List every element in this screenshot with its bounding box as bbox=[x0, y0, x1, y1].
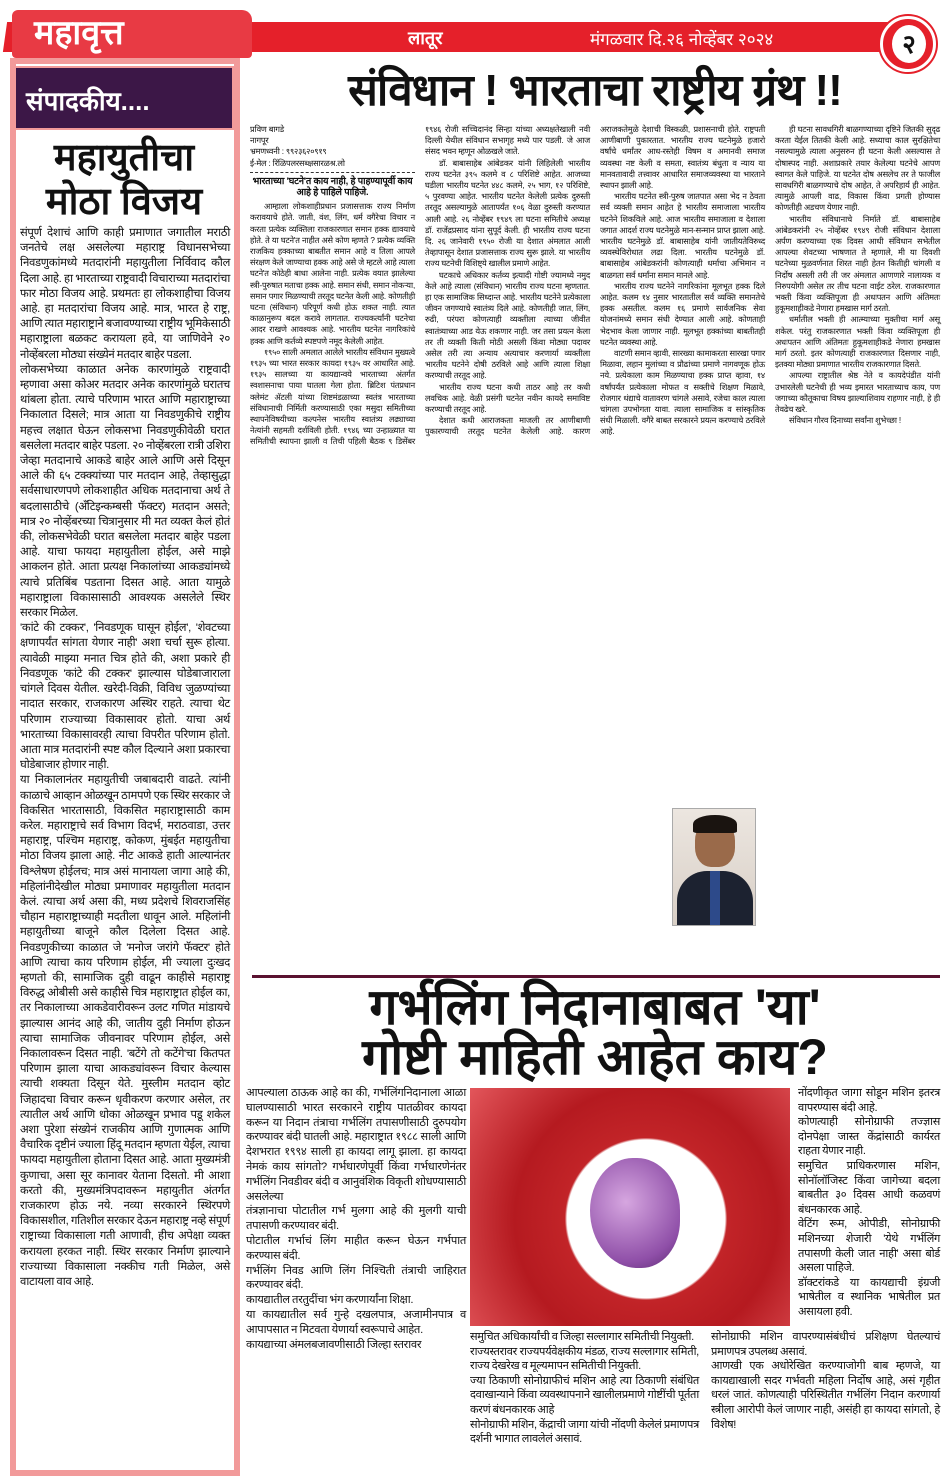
point: सोनोग्राफी मशिन, केंद्राची जागा यांची नोंदणी केलेलं प्रमाणपत्र दर्शनी भागात लावलेलं असावं. bbox=[470, 1418, 699, 1446]
point: आणखी एक अधोरेखित करण्याजोगी बाब म्हणजे, या कायद्याखाली सदर गर्भवती महिला निर्दोष आहे, असं गृहीत धरलं जातं. कोणत्याही परिस्थितीत गर्भलिंग निदान करणार्या स्त्रीला आरोपी केलं जाणार नाही, असंही हा कायदा सांगतो, हे विशेष! bbox=[711, 1360, 940, 1431]
section-divider bbox=[252, 975, 940, 978]
article1-paragraph: आपल्या राष्ट्रातील श्रेष्ठ नेते व कायदेपंडीत यांनी उभारलेली घटनेची ही भव्य इमारत भारताच्याच काय, पण जगाच्या कौतूकाचा विषय झाल्याशिवाय राहणार नाही, हे ही तेवढेच खरे. bbox=[775, 371, 940, 415]
article2-headline bbox=[250, 979, 940, 1085]
point: राज्यस्तरावर राज्यपर्यवेक्षकीय मंडळ, राज्य सल्लागार समिती, राज्य देखरेख व मूल्यमापन समितीची नियुक्ती. bbox=[470, 1345, 699, 1373]
article1-subhead: भारताच्या 'घटने'त काय नाही, हे पाहण्यापूर्वी काय आहे हे पाहिले पाहिजे. bbox=[252, 175, 413, 199]
editorial-section-label: संपादकीय.... bbox=[14, 66, 234, 130]
article1-paragraph: घटकाचे अधिकार कर्तव्य इत्यादी गोष्टी ज्यामध्ये नमुद केले आहे त्याला (संविधान) भारतीय राज्य घटना म्हणतात. हा एक सामाजिक सिध्दान्त आहे. भारतीय घटनेने प्रत्येकाला जीवन जगण्याचे स्वातंत्र्य दिले आहे. कोणतीही जात, लिंग, रुढी, परंपरा कोणत्याही व्यक्तीला त्याच्या जीवीत स्वातंत्र्याच्या आड येऊ शकणार नाही. जर तसा प्रयत्न केला तर ती व्यक्ती किती मोठी असली किंवा मोठ्या पदावर असेल तरी त्या अन्याय अत्याचार करणार्या व्यक्तीला भारतीय घटनेने दोषी ठरविले आहे आणि त्याला शिक्षा करण्याची तरतूद आहे. bbox=[425, 270, 590, 381]
article2-headline-line1: गर्भलिंग निदानाबाबत 'या' bbox=[369, 979, 821, 1035]
edition-date: मंगळवार दि.२६ नोव्हेंबर २०२४ bbox=[590, 30, 774, 49]
byline-divider bbox=[250, 172, 415, 173]
article1-paragraph: ही घटना सावधगिरी बाळगण्याच्या दृष्टिने जितकी सुदृढ करता येईल तितकी केली आहे. सध्याचा काल सुरक्षितेचा नसल्यामुळे त्याला अनुसरुन ही घटना केली असल्यास ते दोषास्पद नाही. अशाप्रकारे तयार केलेल्या घटनेचे आपण स्वागत केले पाहिजे. या घटनेत दोष असलेच तर ते फाजील सावधगिरी बाळगण्याचे दोष आहेत, ते अपरिहार्य ही आहेत. त्यामुळे आपली वाढ, विकास किंवा प्रगती होण्यास कोणतीही अडचण येणार नाही. bbox=[775, 125, 940, 213]
byline-city: नागपूर bbox=[250, 136, 269, 146]
point: पोटातील गर्भाचं लिंग माहीत करून घेऊन गर्भपात करण्यास बंदी. bbox=[246, 1234, 466, 1262]
article1-paragraph: भारतीय संविधानाचे निर्माते डॉ. बाबासाहेब आंबेडकरांनी २५ नोव्हेंबर १९४९ रोजी संविधान देशाला अर्पण करण्याच्या एक दिवस आधी संविधान सभेतील आपल्या शेवटच्या भाषणात ते म्हणाले, मी या दिवशी घटनेच्या मुळवर्णनात शिरत नाही हेतन कितीही चांगली व निर्दोष असली तरी ती जर अंमलात आणणारे नालायक व निरुपयोगी असेल तर तीच घटना वाईट ठरेल. राजकारणात भक्ती किंवा व्यक्तिपूजा ही अधःपतन आणि अंतिमतः हुकूमशाहीकडे नेणारा हमखास मार्ग ठरतो. bbox=[775, 214, 940, 314]
point: कायद्यातील तरतुदींचा भंग करणार्यांना शिक्षा. bbox=[246, 1294, 414, 1307]
point: तंत्रज्ञानाचा पोटातील गर्भ मुलगा आहे की मुलगी याची तपासणी करण्यावर बंदी. bbox=[246, 1205, 466, 1233]
point: डॉक्टरांकडे या कायद्याची इंग्रजी भाषेतील व स्थानिक भाषेतील प्रत असायला हवी. bbox=[798, 1276, 940, 1318]
point: वेटिंग रूम, ओपीडी, सोनोग्राफी मशिनच्या शेजारी 'येथे गर्भलिंग तपासणी केली जात नाही' असा बोर्ड असला पाहिजे. bbox=[798, 1218, 940, 1275]
article1-body bbox=[250, 124, 940, 448]
editorial-title: महायुतीचा मोठा विजय bbox=[45, 137, 203, 223]
article2-headline-line2: गोष्टी माहिती आहेत काय? bbox=[362, 1029, 828, 1085]
masthead-logo: महावृत्त bbox=[12, 10, 252, 58]
article2-left-column bbox=[246, 1086, 466, 1352]
byline-author: प्रविण बागडे bbox=[250, 125, 284, 134]
editorial-body bbox=[20, 226, 230, 1290]
editorial-paragraph: या निकालानंतर महायुतीची जबाबदारी वाढते. त्यांनी काळाचे आव्हान ओळखून ठामपणे एक स्थिर सरकार जे विकसित भारतासाठी, विकसित महाराष्ट्रासाठी काम करेल. महाराष्ट्राचे सर्व विभाग विदर्भ, मराठवाडा, उत्तर महाराष्ट्र, पश्चिम महाराष्ट्र, कोकण, मुंबईत महायुतीचा मोठा विजय झाला आहे. नीट आकडे हाती आल्यानंतर विश्लेषण होईलच; मात्र असं मानायला जागा आहे की, महिलांनीदेखील मोठ्या प्रमाणावर महायुतीला मतदान केलं. त्याचा अर्थ असा की, मध्य प्रदेशचे शिवराजसिंह चौहान महाराष्ट्राच्याही मदतीला धावून आले. महिलांनी महायुतीच्या बाजूने कौल दिलेला दिसत आहे. निवडणुकीच्या काळात जे 'मनोज जरांगे फॅक्टर' होते आणि त्याचा काय परिणाम होईल, मी ज्याला दुःखद म्हणतो की, सामाजिक दुही वाढून काहीसे महाराष्ट्र विरुद्ध ओबीसी असे काहीसे चित्र महाराष्ट्रात होईल का, तर निकालाच्या आकडेवारीवरून उलट गणित मांडायचे झाल्यास आनंद आहे की, जातीय दुही निर्माण होऊन त्याचा सामाजिक जीवनावर परिणाम होईल, असे निकालावरून दिसत नाही. 'बटेंगे तो कटेंगे'चा कितपत परिणाम झाला याचा आकड्यांवरून विचार केल्यास त्याची शक्यता दिसून येते. मुस्लीम मतदान व्होट जिहादचा विचार करून धृवीकरण करणार असेल, तर त्यातील अर्थ आणि धोका ओळखून प्रभाव पडू शकेल अशा पुरेशा संख्येनं राजकीय आणि गुणात्मक आणि वैचारिक दृष्टीनं ज्याला हिंदू मतदान म्हणता येईल, त्याचा फायदा महायुतीला होताना दिसत आहे. आता मुख्यमंत्री कुणाचा, असा सूर कानावर येताना दिसतो. मी आशा करतो की, मुख्यमंत्रिपदावरून महायुतीत अंतर्गत राजकारण होऊ नये. नव्या सरकारने स्थिरपणे विकासशील, गतिशील सरकार देऊन महाराष्ट्र नव्हे संपूर्ण राष्ट्राच्या विकासाला गती आणावी, हीच अपेक्षा व्यक्त करायला हरकत नाही. स्थिर सरकार निर्माण झाल्याने राज्याच्या विकासाला नक्कीच गती मिळेल, असे वाटायला वाव आहे. bbox=[20, 774, 230, 1289]
byline-email: ई-मेल : रिंळिपलरसब्क्षसारळश्र.लो bbox=[250, 158, 345, 168]
article1-paragraph: डॉ. बाबासाहेब आंबेडकर यांनी लिहिलेली भारतीय राज्य घटनेत ३९५ कलमे व ८ परिशिष्टे आहेत. आजच्या घडीला भारतीय घटनेत ४४८ कलमे, २५ भाग, १२ परिशिष्टे, ५ पुरवण्या आहेत. भारतीय घटनेत केलेली प्रत्येक दुरुस्ती तरतूद असल्यामुळे आतापर्यंत १०६ वेळा दुरुस्ती करण्यात आली आहे. २६ नोव्हेंबर १९४९ ला घटना समितीचे अध्यक्ष डॉ. राजेंद्रप्रसाद यांना सुपूर्द केली. ही भारतीय राज्य घटना दि. २६ जानेवारी १९५० रोजी या देशात अंमलात आली तेव्हापासून देशात प्रजासत्ताक राज्य सुरू झाले. या भारतीय राज्य घटनेची विशिष्ट्ये खालील प्रमाणे आहेत. bbox=[425, 158, 590, 269]
page-number: २ bbox=[892, 25, 926, 63]
point: नोंदणीकृत जागा सोडून मशिन इतरत्र वापरण्यास बंदी आहे. bbox=[798, 1087, 940, 1114]
editorial-paragraph: लोकसभेच्या काळात अनेक कारणांमुळे राष्ट्रवादी म्हणावा असा कोअर मतदार अनेक कारणांमुळे घरातच थांबला होता. त्याचे परिणाम भारत आणि महाराष्ट्राच्या निकालात दिसले; मात्र आता या निवडणुकीचे राष्ट्रीय महत्त्व लक्षात घेऊन लोकसभा निवडणुकीवेळी घरात बसलेला मतदार बाहेर पडला. २० नोव्हेंबरला रात्री उशिरा जेव्हा मतदानाचे आकडे बाहेर आले आणि असे दिसून आले की ६५ टक्क्यांच्या पार मतदान आहे, तेव्हासुद्धा सर्वसाधारणपणे लोकशाहीत अधिक मतदानाचा अर्थ ते बदलासाठीचे (अँटिइन्कम्बसी फॅक्टर) मतदान असते; मात्र २० नोव्हेंबरच्या चित्रानुसार मी मत व्यक्त केलं होतं की, लोकसभेवेळी घरात बसलेला मतदार बाहेर पडला आहे. याचा फायदा महायुतीला होईल, असे माझे आकलन होते. आता प्रत्यक्ष निकालांच्या आकड्यांमध्ये त्याचे प्रतिबिंब पडताना दिसत आहे. आता यामुळे महाराष्ट्राला विकासासाठी आवश्यक असलेले स्थिर सरकार मिळेल. bbox=[20, 363, 230, 620]
article1-paragraph: भारतीय राज्य घटना कधी ताठर आहे तर कधी लवचिक आहे. वेळी प्रसंगी घटनेत नवीन कायदे समाविष्ट करण्याची तरतूद आहे. bbox=[425, 382, 590, 415]
edition-city: लातूर bbox=[408, 28, 443, 48]
article1-paragraph: १९५० साली अमलात आलेले भारतीय संविधान मुख्यत्वे १९३५ च्या भारत सरकार कायदा १९३५ वर आधारित आहे. १९३५ सालच्या या कायद्यान्वये भारताच्या अंतर्गत स्वशासनाचा पाया घातला गेला होता. ब्रिटिश पंतप्रधान क्लेमंट ॲटली यांच्या शिष्टमंडळाच्या स्वतंत्र भारताच्या संविधानाची निर्मिती करण्यासाठी एका मसुदा समितीच्या स्थापनेविषयीच्या कल्पनेस भारतीय स्वातंत्र्य लढ्याच्या नेत्यांनी सहमती दर्शविली होती. १९४६ च्या उन्हाळ्यात या समितीची स्थापना झाली व तिची पहिली बैठक ९ डिसेंबर १९४६ रोजी सच्चिदानंद सिन्हा यांच्या अध्यक्षतेखाली नवी दिल्ली येथील संविधान सभागृह मध्ये पार पडली. जे आज संसद भवन म्हणून ओळखले जाते. bbox=[250, 125, 590, 447]
article1-paragraph: भारतीय राज्य घटनेने नागरिकांना मूलभूत हक्क दिले आहेत. कलम १४ नुसार भारतातील सर्व व्यक्ति समानतेचे हक्क असतील. कलम १६ प्रमाणे सार्वजनिक सेवा योजनांमध्ये समान संधी देण्यात आली आहे. कोणताही भेदभाव केला जाणार नाही. मूलभूत हक्कांच्या बाबतीतही घटनेत व्यवस्था आहे. bbox=[600, 281, 765, 347]
point: गर्भलिंग निवड आणि लिंग निश्चिती तंत्राची जाहिरात करण्यावर बंदी. bbox=[246, 1264, 466, 1292]
point: कायद्याच्या अंमलबजावणीसाठी जिल्हा स्तरावर bbox=[246, 1338, 422, 1351]
author-photo bbox=[672, 808, 756, 926]
article1-headline: संविधान ! भारताचा राष्ट्रीय ग्रंथ !! bbox=[348, 66, 842, 115]
article1-paragraph: धर्मातील भक्ती ही आत्म्याच्या मुक्तीचा मार्ग असू शकेल. परंतु राजकारणात भक्ती किंवा व्यक्तिपूजा ही अधःपतन आणि अंतिमतः हुकूमशाहीकडे नेणारा हमखास मार्ग ठरतो. इतर कोणत्याही राजकारणात दिसणार नाही, इतक्या मोठ्या प्रमाणात भारतीय राजकारणात दिसते. bbox=[775, 315, 940, 370]
article1-paragraph: वाटणी समान व्हावी, सारख्या कामाकरता सारखा पगार मिळावा, लहान मुलांच्या व प्रौढांच्या प्रमाणे नागवणूक होऊ नये. प्रत्येकाला काम मिळण्याचा हक्क प्राप्त व्हावा, १४ वर्षांपर्यंत प्रत्येकाला मोफत व सक्तीचे शिक्षण मिळावे, रोजगार धंद्याचे वातावरण चांगले असावे, रजेचा काल त्याला चांगला उपभोगता यावा. त्याला सामाजिक व सांस्कृतिक संधी मिळाली. वगैरे बाबत सरकारने प्रयत्न करण्याचे ठरविले आहे. bbox=[600, 349, 765, 437]
article1-paragraph: आम्हाला लोकशाहीप्रधान प्रजासत्ताक राज्य निर्माण करावयाचे होते. जाती, वंश, लिंग, धर्म वगैरेचा विचार न करता प्रत्येक व्यक्तिला राजकारणात समान हक्क द्यावयाचे होते. ते या घटने'त नाहीत असे कोण म्हणते ? प्रत्येक व्यक्ति राजकिय हक्काच्या बाबतीत समान आहे व तिला आपले संरक्षण केले जाण्याचा हक्क आहे असे जे म्हटले आहे त्याला घटने'त कोठेही बाधा आलेना नाही. प्रत्येक वयात झालेल्या स्त्री-पुरुषात मताचा हक्क आहे. समान संधी, समान नोकऱ्या, समान पगार मिळण्याची तरतूद घटनेत केली आहे. कोणतीही घटना (संविधान) परिपूर्ण कधी होऊ शकत नाही. त्यात काळानुरूप बदल करावे लागतात. राज्यकर्त्यांनी घटनेचा आदर राखणे आवश्यक आहे. भारतीय घटनेत नागरिकांचे हक्क आणि कर्तव्ये स्पष्टपणे नमूद केलेली आहेत. bbox=[250, 202, 416, 346]
article2-intro: आपल्याला ठाऊक आहे का की, गर्भलिंगनिदानाला आळा घालण्यासाठी भारत सरकारने राष्ट्रीय पातळीवर कायदा करून या निदान तंत्राचा गर्भलिंग तपासणीसाठी दुरुपयोग करण्यावर बंदी घातली आहे. महाराष्ट्रात १९८८ साली आणि देशभरात १९९४ साली हा कायदा लागू झाला. हा कायदा नेमकं काय सांगतो? गर्भधारणेपूर्वी किंवा गर्भधारणेनंतर गर्भलिंग निवडीवर बंदी व आनुवंशिक विकृती शोधण्यासाठी असलेल्या bbox=[246, 1087, 466, 1203]
point: ज्या ठिकाणी सोनोग्राफीचं मशिन आहे त्या ठिकाणी संबंधित दवाखान्याने किंवा व्यवस्थापनाने खालीलप्रमाणे गोष्टींची पूर्तता करणं बंधनकारक आहे bbox=[470, 1374, 699, 1416]
article2-right-points bbox=[798, 1086, 940, 1320]
fetus-illustration bbox=[470, 1088, 790, 1326]
article2-bottom-points bbox=[470, 1330, 940, 1447]
point: कोणत्याही सोनोग्राफी तज्ज्ञास दोनपेक्षा जास्त केंद्रांसाठी कार्यरत राहता येणार नाही. bbox=[798, 1116, 940, 1158]
point: या कायद्यातील सर्व गुन्हे दखलपात्र, अजामीनपात्र व आपापसात न मिटवता येणार्या स्वरूपाचे आहेत. bbox=[246, 1308, 466, 1336]
article1-paragraph: भारतीय घटनेत स्त्री-पुरुष जातपात असा भेद न ठेवता सर्व व्यक्ती समान आहेत हे भारतीय समाजाला भारतीय घटनेने शिकविले आहे. आज भारतीय समाजाला व देशाला जगात आदर्श राज्य घटनेमुळे मान-सन्मान प्राप्त झाला आहे. भारतीय घटनेमुळे डॉ. बाबासाहेब यांनी जातीयतेविरुध्द व्यवस्थेविरोधात लढा दिला. भारतीय घटनेमुळे डॉ. बाबासाहेब आंबेडकरांनी कोणत्याही धर्माचा अभिमान न बाळगता सर्व धर्मांना समान मानले आहे. bbox=[600, 192, 765, 280]
editorial-paragraph: संपूर्ण देशाचं आणि काही प्रमाणात जगातील मराठी जनतेचे लक्ष असलेल्या महाराष्ट्र विधानसभेच्या निवडणुकांमध्ये मतदारांनी महायुतीला निर्विवाद कौल दिला आहे. हा भारताच्या राष्ट्रवादी विचाराच्या मतदारांचा फार मोठा विजय आहे. प्रथमतः हा लोकशाहीचा विजय आहे. हा मतदारांचा विजय आहे. मात्र, भारत हे राष्ट्र, आणि त्यात महाराष्ट्राने बजावण्याच्या राष्ट्रीय भूमिकेसाठी महाराष्ट्राला बळकट करायला हवे, या जाणिवेने २० नोव्हेंबरला मोठ्या संख्येनं मतदार बाहेर पडला. bbox=[20, 227, 230, 361]
article1-closing: संविधान गौरव दिनाच्या सर्वांना शुभेच्छा ! bbox=[789, 416, 901, 426]
editorial-paragraph: 'कांटे की टक्कर', 'निवडणूक घासून होईल', 'शेवटच्या क्षणापर्यंत सांगता येणार नाही' अशा चर्चा सुरू होत्या. त्यावेळी माझ्या मनात चित्र होते की, अशा प्रकारे ही निवडणूक 'कांटे की टक्कर' झाल्यास घोडेबाजाराला चांगले दिवस येतील. खरेदी-विक्री, विविध जुळण्यांच्या नादात सरकार, राजकारण अस्थिर राहते. त्याचा थेट परिणाम राज्याच्या विकासावर होतो. याचा अर्थ भारताच्या विकासावरही त्याचा विपरीत परिणाम होतो. आता मात्र मतदारांनी स्पष्ट कौल दिल्याने अशा प्रकारचा घोडेबाजार होणार नाही. bbox=[20, 622, 230, 772]
article1-paragraph: देशात कधी आराजकता माजली तर आणीबाणी पुकारण्याची तरतूद घटनेत केलेली आहे. कारण अराजकतेमुळे देशाची विस्कळी, प्रशासनाची होते. राष्ट्रपती आणीबाणी पुकारतात. भारतीय राज्य घटनेमुळे हजारो वर्षांचे धर्मांतर आध-रस्तेही विषम व अमानवी समाज व्यवस्था नष्ट केली व समता, स्वातंत्र्य बंधुता व न्याय या मानवतावादी तत्त्वावर आधारित समाजव्यवस्था या भारताने स्थापन झाली आहे. bbox=[425, 125, 765, 437]
embryo-graphic bbox=[590, 1158, 680, 1268]
point: समुचित प्राधिकरणास मशिन, सोनॉलॉजिस्ट किंवा जागेच्या बदला बाबतीत ३० दिवस आधी कळवणं बंधनकारक आहे. bbox=[798, 1159, 940, 1216]
point: सोनोग्राफी मशिन वापरण्यासंबंधीचं प्रशिक्षण घेतल्याचं प्रमाणपत्र उपलब्ध असावं. bbox=[711, 1331, 940, 1358]
byline-phone: भ्रमणध्वनी : ९९२३६२०९१९ bbox=[250, 147, 327, 157]
point: समुचित अधिकार्यांची व जिल्हा सल्लागार समितीची नियुक्ती. bbox=[470, 1331, 694, 1343]
